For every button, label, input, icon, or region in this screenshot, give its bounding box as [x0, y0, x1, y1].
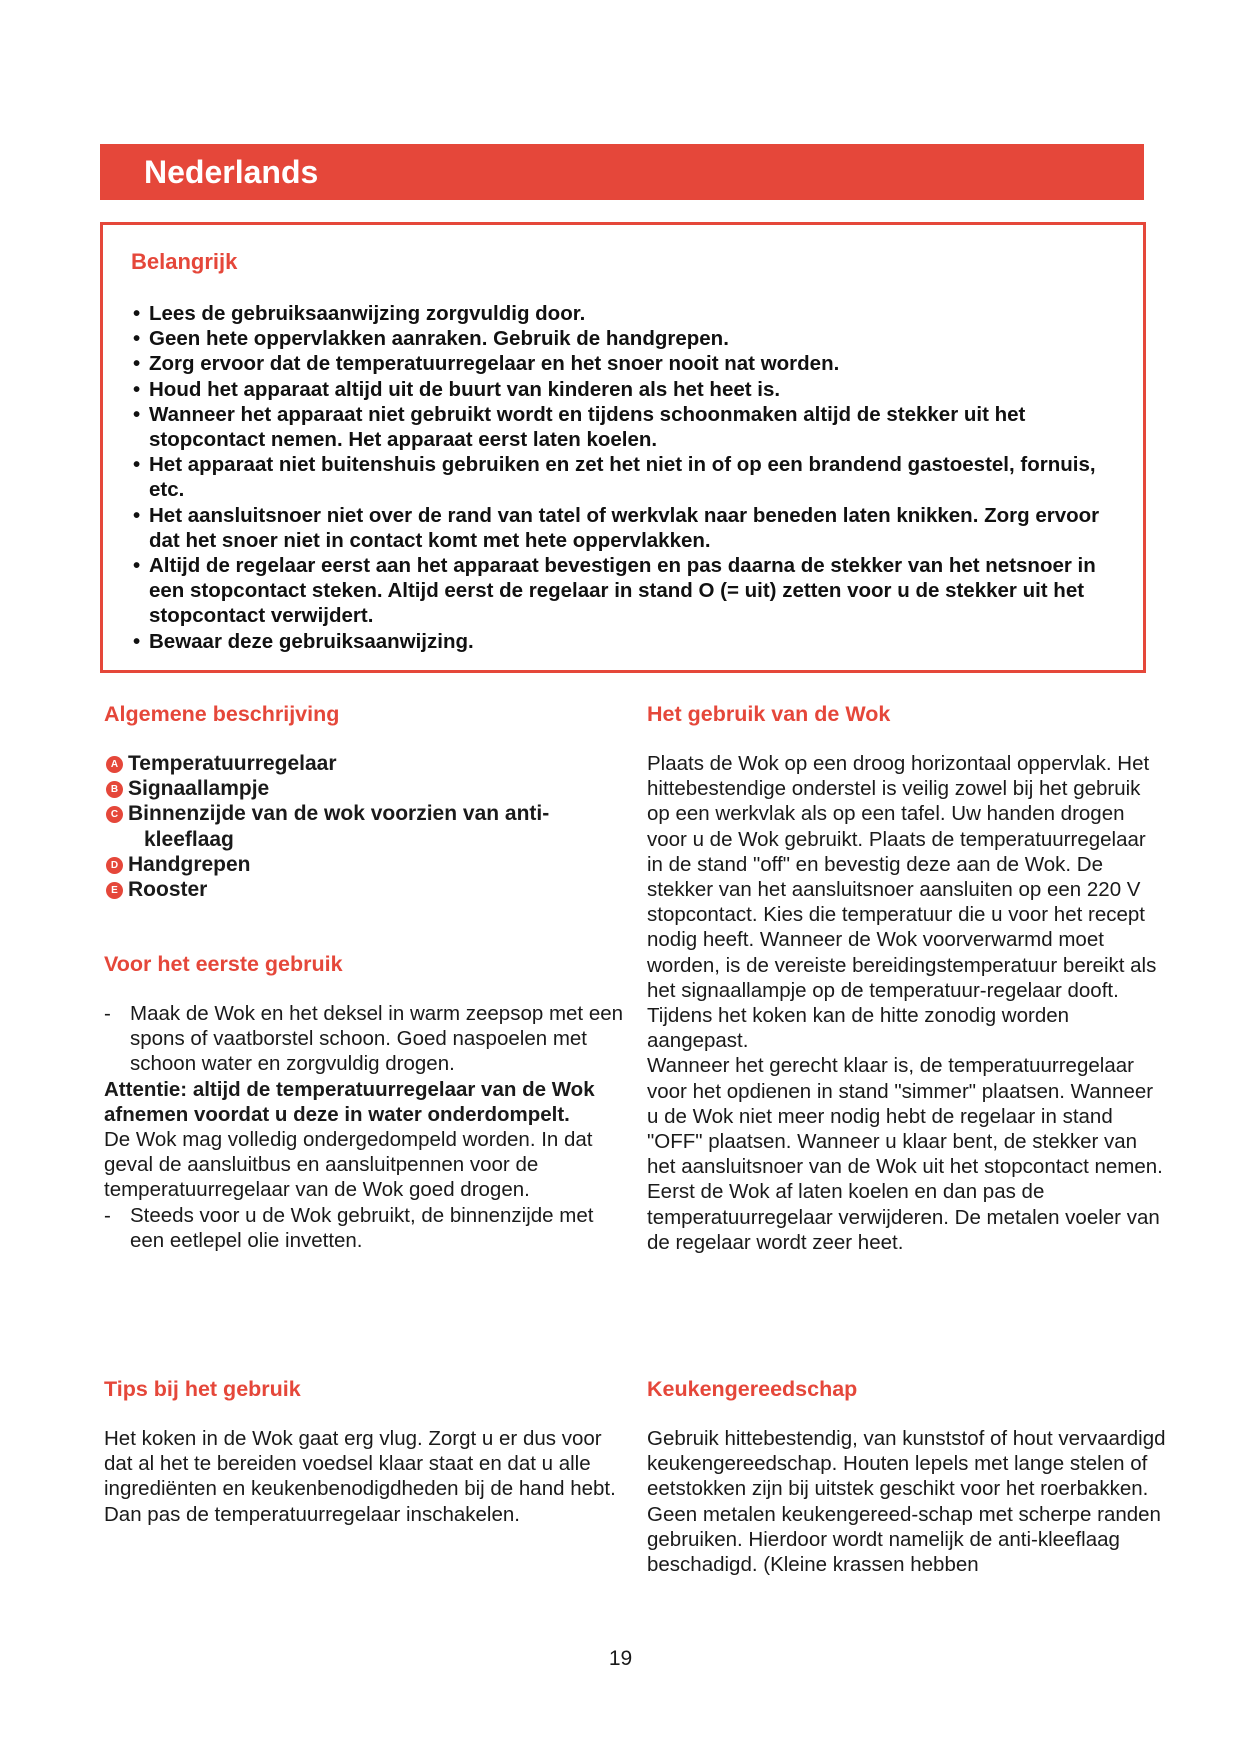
parts-list: [104, 751, 624, 902]
part-item: [104, 852, 624, 877]
description-section: [104, 701, 624, 902]
part-item: [104, 801, 624, 851]
first-use-heading: Voor het eerste gebruik: [104, 952, 343, 976]
part-badge: D: [106, 857, 123, 874]
part-label: Rooster: [128, 878, 208, 902]
part-item: [104, 751, 624, 776]
tips-text: Het koken in de Wok gaat erg vlug. Zorgt u er dus voor dat al het te bereiden voedsel klaar staat en dat u alle ingrediënten en keukenbenodigdheden bij de hand hebt. Dan pas de temperatuurregelaar inschakelen.: [104, 1427, 616, 1526]
first-use-step-text: Maak de Wok en het deksel in warm zeepsop met een spons of vaatborstel schoon. Goed naspoelen met schoon water en zorgvuldig drogen.: [130, 1002, 624, 1076]
language-title: Nederlands: [144, 154, 319, 190]
first-use-step: [104, 1203, 624, 1253]
usage-paragraph: Plaats de Wok op een droog horizontaal oppervlak. Het hittebestendige onderstel is veilig zowel bij het gebruik op een werkvlak als op een tafel. Uw handen drogen voor u de Wok gebruikt. Plaats de temperatuurregelaar in de stand "off" en bevestig deze aan de Wok. De stekker van het aansluitsnoer aansluiten op een 220 V stopcontact. Kies die temperatuur die u voor het recept nodig heeft. Wanneer de Wok voorverwarmd moet worden, is de vereiste bereidingstemperatuur bereikt als het signaallampje op de temperatuur-regelaar dooft. Tijdens het koken kan de hitte zonodig worden aangepast.: [647, 752, 1157, 1053]
first-use-warning: Attentie: altijd de temperatuurregelaar van de Wok afnemen voordat u deze in water onderdompelt.: [104, 1077, 595, 1126]
utensils-heading: Keukengereedschap: [647, 1377, 858, 1401]
part-badge: A: [106, 756, 123, 773]
dash-mark: -: [104, 1002, 111, 1025]
part-label: Binnenzijde van de wok voorzien van anti-: [128, 802, 550, 826]
part-label: Signaallampje: [128, 777, 270, 801]
part-badge: C: [106, 806, 123, 823]
important-item: • Wanneer het apparaat niet gebruikt wordt en tijdens schoonmaken altijd de stekker uit het stopcontact nemen. Het apparaat eerst laten koelen.: [131, 402, 1103, 452]
important-list: [131, 301, 1103, 654]
part-item: [104, 877, 624, 902]
usage-section: [647, 701, 1167, 1255]
important-item: • Altijd de regelaar eerst aan het apparaat bevestigen en pas daarna de stekker van het netsnoer in een stopcontact steken. Altijd eerst de regelaar in stand O (= uit) zetten voor u de stekker uit het stopcontact verwijdert.: [131, 553, 1103, 629]
important-item: • Houd het apparaat altijd uit de buurt van kinderen als het heet is.: [131, 377, 1103, 402]
page-number: 19: [608, 1647, 633, 1670]
first-use-body: [104, 1001, 624, 1253]
part-badge: E: [106, 882, 123, 899]
usage-body: [647, 751, 1167, 1255]
description-heading: Algemene beschrijving: [104, 702, 340, 726]
usage-paragraph: Wanneer het gerecht klaar is, de temperatuurregelaar voor het opdienen in stand "simmer" plaatsen. Wanneer u de Wok niet meer nodig hebt de regelaar in stand "OFF" plaatsen. Wanneer u klaar bent, de stekker van het aansluitsnoer van de Wok uit het stopcontact nemen. Eerst de Wok af laten koelen en dan pas de temperatuurregelaar verwijderen. De metalen voeler van de regelaar wordt zeer heet.: [647, 1054, 1163, 1254]
first-use-section: [104, 951, 624, 1253]
utensils-text: Gebruik hittebestendig, van kunststof of hout vervaardigd keukengereedschap. Houten lepels met lange stelen of eetstokken zijn bij uitstek geschikt voor het roerbakken. Geen metalen keukengereed-schap met scherpe randen gebruiken. Hierdoor wordt namelijk de anti-kleeflaag beschadigd. (Kleine krassen hebben: [647, 1427, 1166, 1577]
language-header-bar: [100, 144, 1144, 200]
important-item: • Het apparaat niet buitenshuis gebruiken en zet het niet in of op een brandend gastoestel, fornuis, etc.: [131, 452, 1103, 502]
important-notice-box: [100, 222, 1146, 673]
important-item: • Bewaar deze gebruiksaanwijzing.: [131, 629, 1103, 654]
important-item: • Geen hete oppervlakken aanraken. Gebruik de handgrepen.: [131, 326, 1103, 351]
utensils-section: [647, 1376, 1167, 1577]
part-label: Temperatuurregelaar: [128, 752, 337, 775]
part-label-continued: kleeflaag: [144, 827, 234, 851]
tips-heading: Tips bij het gebruik: [104, 1377, 301, 1401]
important-item: • Het aansluitsnoer niet over de rand van tatel of werkvlak naar beneden laten knikken. Zorg ervoor dat het snoer niet in contact komt met hete oppervlakken.: [131, 503, 1103, 553]
first-use-step-text: Steeds voor u de Wok gebruikt, de binnenzijde met een eetlepel olie invetten.: [130, 1203, 594, 1252]
usage-heading: Het gebruik van de Wok: [647, 702, 891, 726]
first-use-step: [104, 1001, 624, 1077]
important-heading: Belangrijk: [131, 249, 238, 274]
part-badge: B: [106, 781, 123, 798]
important-item: • Zorg ervoor dat de temperatuurregelaar en het snoer nooit nat worden.: [131, 351, 1103, 376]
important-item: • Lees de gebruiksaanwijzing zorgvuldig door.: [131, 301, 1103, 326]
part-label: Handgrepen: [128, 852, 251, 876]
first-use-note: De Wok mag volledig ondergedompeld worden. In dat geval de aansluitbus en aansluitpennen voor de temperatuurregelaar van de Wok goed drogen.: [104, 1128, 593, 1202]
dash-mark: -: [104, 1203, 111, 1227]
tips-section: [104, 1376, 624, 1527]
part-item: [104, 776, 624, 801]
